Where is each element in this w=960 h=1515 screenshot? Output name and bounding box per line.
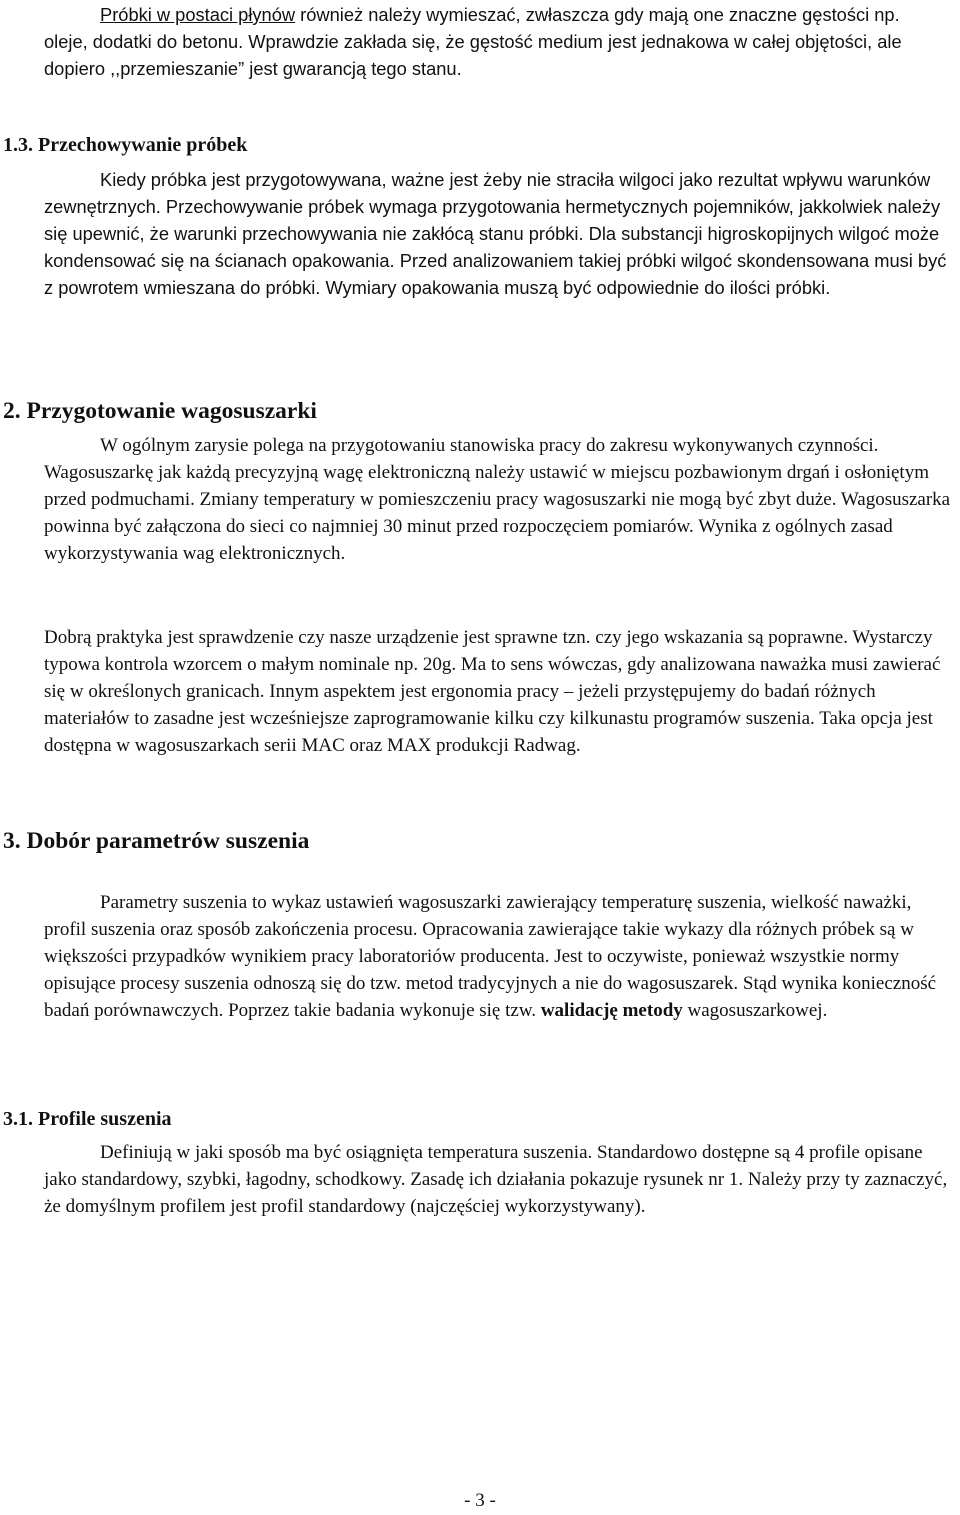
section-3-text-after: wagosuszarkowej. xyxy=(682,1000,828,1021)
section-3-bold-term: walidację metody xyxy=(540,1000,683,1021)
section-2-paragraph-2: Dobrą praktyka jest sprawdzenie czy nasze urządzenie jest sprawne tzn. czy jego wskazania są poprawne. Wystarczy typowa kontrola wzorcem o małym nominale np. 20g. Ma to sens wówczas, gdy analizowana naważka musi zawierać się w określonych granicach. Innym aspektem jest ergonomia pracy – jeżeli przystępujemy do badań różnych materiałów to zasadne jest wcześniejsze zaprogramowanie kilku czy kilkunastu programów suszenia. Taka opcja jest dostępna w wagosuszarkach serii MAC oraz MAX produkcji Radwag. xyxy=(44,627,941,756)
section-3-heading: 3. Dobór parametrów suszenia xyxy=(3,828,310,854)
intro-paragraph xyxy=(44,1,944,82)
intro-underlined-phrase: Próbki w postaci płynów xyxy=(100,4,296,25)
section-2-heading: 2. Przygotowanie wagosuszarki xyxy=(3,398,317,424)
section-3-paragraph xyxy=(44,889,956,1024)
page-number: - 3 - xyxy=(464,1490,496,1511)
intro-paragraph-text: również należy wymieszać, zwłaszcza gdy mają one znaczne gęstości np. oleje, dodatki do betonu. Wprawdzie zakłada się, że gęstość medium jest jednakowa w całej objętości, ale dopiero ,,przemieszanie” jest gwarancją tego stanu. xyxy=(44,4,902,79)
section-3-1-heading: 3.1. Profile suszenia xyxy=(3,1108,172,1130)
section-2-paragraph-1: W ogólnym zarysie polega na przygotowaniu stanowiska pracy do zakresu wykonywanych czynności. Wagosuszarkę jak każdą precyzyjną wagę elektroniczną należy ustawić w miejscu pozbawionym drgań i osłoniętym przed podmuchami. Zmiany temperatury w pomieszczeniu pracy wagosuszarki nie mogą być zbyt duże. Wagosuszarka powinna być załączona do sieci co najmniej 30 minut przed rozpoczęciem pomiarów. Wynika z ogólnych zasad wykorzystywania wag elektronicznych. xyxy=(44,435,951,564)
section-1-3-paragraph: Kiedy próbka jest przygotowywana, ważne jest żeby nie straciła wilgoci jako rezultat wpływu warunków zewnętrznych. Przechowywanie próbek wymaga przygotowania hermetycznych pojemników, jakkolwiek należy się upewnić, że warunki przechowywania nie zakłócą stanu próbki. Dla substancji higroskopijnych wilgoć może kondensować się na ścianach opakowania. Przed analizowaniem takiej próbki wilgoć skondensowana musi być z powrotem wmieszana do próbki. Wymiary opakowania muszą być odpowiednie do ilości próbki. xyxy=(44,169,947,298)
section-3-text-before: Parametry suszenia to wykaz ustawień wagosuszarki zawierający temperaturę suszenia, wielkość naważki, profil suszenia oraz sposób zakończenia procesu. Opracowania zawierające takie wykazy dla różnych próbek są w większości przypadków wynikiem pracy laboratoriów producenta. Jest to oczywiste, ponieważ wszystkie normy opisujące procesy suszenia odnoszą się do tzw. metod tradycyjnych a nie do wagosuszarek. Stąd wynika konieczność badań porównawczych. Poprzez takie badania wykonuje się tzw. xyxy=(44,892,937,1021)
section-3-1-paragraph: Definiują w jaki sposób ma być osiągnięta temperatura suszenia. Standardowo dostępne są 4 profile opisane jako standardowy, szybki, łagodny, schodkowy. Zasadę ich działania pokazuje rysunek nr 1. Należy przy ty zaznaczyć, że domyślnym profilem jest profil standardowy (najczęściej wykorzystywany). xyxy=(44,1142,948,1217)
section-1-3-heading: 1.3. Przechowywanie próbek xyxy=(3,134,248,156)
